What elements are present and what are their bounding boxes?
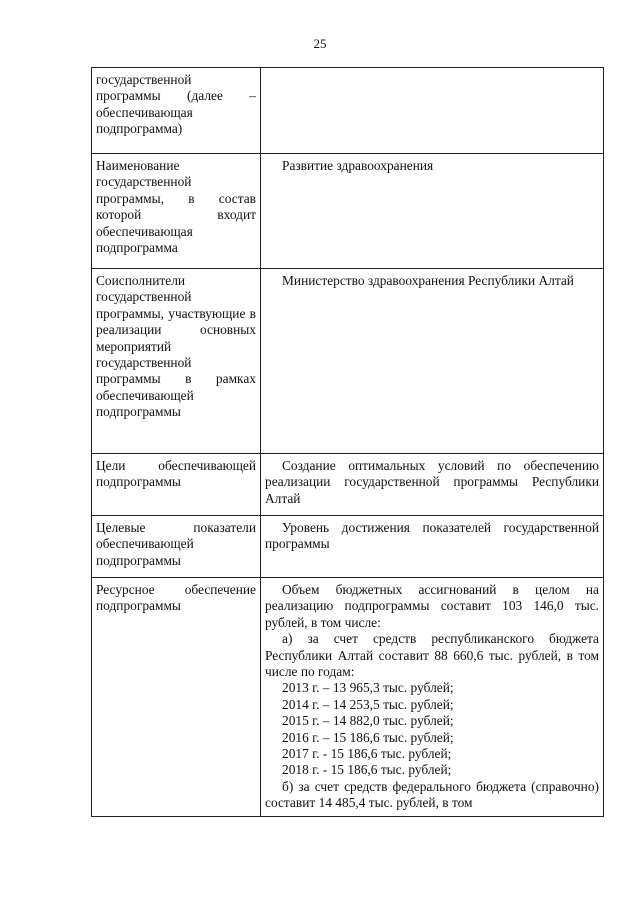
- content-paragraph: Объем бюджетных ассигнований в целом на реализацию подпрограммы составит 103 146,0 тыс. рублей, в том числе:: [265, 582, 599, 630]
- year-line: 2015 г. – 14 882,0 тыс. рублей;: [282, 713, 454, 729]
- content-paragraph: а) за счет средств республиканского бюджета Республики Алтай составит 88 660,6 тыс. рублей, в том числе по годам:: [265, 631, 599, 680]
- content-paragraph: Создание оптимальных условий по обеспечению реализации государственной программы Республики Алтай: [265, 458, 599, 506]
- subprogram-passport-table: [91, 67, 604, 817]
- table-row: [92, 154, 604, 269]
- table-row: [92, 68, 604, 154]
- table-row: [92, 578, 604, 817]
- year-line: 2013 г. – 13 965,3 тыс. рублей;: [282, 680, 454, 696]
- row-label: Соисполнители государственной программы, участвующие в реализации основных мероприятий государственной программы в рамках обеспечивающей подпрограммы: [92, 269, 261, 454]
- year-line: 2017 г. - 15 186,6 тыс. рублей;: [282, 746, 452, 762]
- year-line: 2018 г. - 15 186,6 тыс. рублей;: [282, 762, 452, 778]
- row-content: [261, 68, 604, 154]
- year-line: 2016 г. – 15 186,6 тыс. рублей;: [282, 729, 454, 745]
- row-content: [261, 578, 604, 817]
- content-paragraph: Развитие здравоохранения: [282, 158, 434, 173]
- row-label: Наименование государственной программы, в состав которой входит обеспечивающая подпрограмма: [92, 154, 261, 269]
- row-label: Ресурсное обеспечение подпрограммы: [92, 578, 261, 817]
- row-label: государственной программы (далее – обеспечивающая подпрограмма): [92, 68, 261, 154]
- row-content: [261, 154, 604, 269]
- content-paragraph: Уровень достижения показателей государственной программы: [265, 520, 599, 552]
- table-row: [92, 454, 604, 516]
- content-paragraph: Министерство здравоохранения Республики Алтай: [282, 273, 574, 288]
- row-content: [261, 269, 604, 454]
- row-label: Целевые показатели обеспечивающей подпрограммы: [92, 516, 261, 578]
- table-row: [92, 269, 604, 454]
- table-row: [92, 516, 604, 578]
- year-line: 2014 г. – 14 253,5 тыс. рублей;: [282, 696, 454, 712]
- row-label: Цели обеспечивающей подпрограммы: [92, 454, 261, 516]
- row-content: [261, 454, 604, 516]
- page-number: 25: [313, 36, 327, 51]
- content-paragraph: б) за счет средств федерального бюджета (справочно) составит 14 485,4 тыс. рублей, в том: [265, 778, 599, 811]
- row-content: [261, 516, 604, 578]
